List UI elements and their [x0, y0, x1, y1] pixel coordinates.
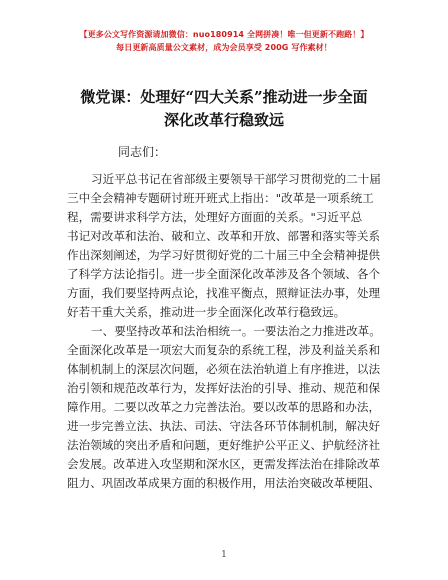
paragraph-line: 进一步完善立法、执法、司法、守法各环节体制机制，解决好: [67, 419, 381, 433]
paragraph-2: [67, 322, 383, 493]
paragraph-line: 方面，我们要坚持两点论，找准平衡点，照辩证法办事，处理: [67, 286, 381, 300]
paragraph-line: 好若干重大关系，推动进一步全面深化改革行稳致远。: [67, 305, 346, 319]
promo-banner-line-1: 【更多公文写作资源请加微信：nuo180914 全网拼凑！唯一但更新不跑路！】: [79, 30, 369, 39]
paragraph-line: 治引领和规范改革行为，发挥好法治的引导、推动、规范和保: [67, 381, 381, 395]
paragraph-line: 程，需要讲求科学方法，处理好方面面的关系。"习近平总: [67, 210, 363, 224]
document-title-line-2: 深化改革行稳致远: [163, 111, 284, 129]
promo-banner-line-2: 每日更新高质量公文素材，成为会员享受 200G 写作素材！: [116, 43, 332, 52]
paragraph-line: 障作用。二要以改革之力完善法治。要以改革的思路和办法，: [67, 400, 381, 414]
paragraph-line: 法治领域的突出矛盾和问题，更好维护公平正义、护航经济社: [67, 438, 381, 452]
page-number: 1: [221, 550, 227, 560]
paragraph-line: 作出深刻阐述，为学习好贯彻好党的二十届三中全会精神提供: [67, 248, 381, 262]
paragraph-line: 一、要坚持改革和法治相统一。一要法治之力推进改革。: [91, 324, 381, 338]
paragraph-line: 了科学方法论指引。进一步全面深化改革涉及各个领域、各个: [67, 267, 381, 281]
document-title-line-1: 微党课：处理好“四大关系”推动进一步全面: [80, 88, 368, 106]
paragraph-line: 全面深化改革是一项宏大而复杂的系统工程，涉及利益关系和: [67, 343, 381, 357]
paragraph-line: 习近平总书记在省部级主要领导干部学习贯彻党的二十届: [91, 172, 381, 186]
paragraph-line: 会发展。改革进入攻坚期和深水区，更需发挥法治在排除改革: [67, 457, 381, 471]
salutation: 同志们：: [118, 145, 167, 159]
paragraph-line: 书记对改革和法治、破和立、改革和开放、部署和落实等关系: [67, 229, 381, 243]
paragraph-line: 阻力、巩固改革成果方面的积极作用，用法治突破改革梗阻、: [67, 476, 381, 490]
paragraph-line: 体制机制上的深层次问题，必须在法治轨道上有序推进，以法: [67, 362, 381, 376]
paragraph-line: 三中全会精神专题研讨班开班式上指出："改革是一项系统工: [67, 191, 374, 205]
paragraph-1: [67, 170, 383, 322]
